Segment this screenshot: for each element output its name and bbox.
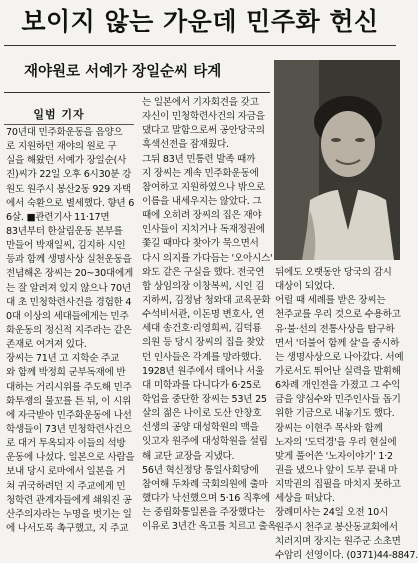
article-line: 대하는 거리시위를 주도해 민주 [6, 381, 132, 393]
article-line: 원주시 천주교 봉산동교회에서 [275, 521, 398, 533]
article-line: 에서 숙환으로 별세했다. 향년 6 [6, 197, 135, 209]
article-line: 보내 당시 로마에서 일본을 거 [6, 466, 126, 478]
article-line: 로 대거 투옥되자 이들의 석방 [6, 438, 126, 450]
article-line: 등과 함께 생명사상 실천운동을 [6, 254, 132, 266]
article-line: 는 잘 알려져 있지 않으나 70년 [6, 282, 131, 294]
article-line: 쫓길 때마다 찾아가 묵으면서 [142, 238, 259, 250]
article-line: 는 일본에서 기자회견을 갖고 [142, 97, 259, 108]
portrait-illustration [274, 60, 400, 260]
article-line: 는 생명사상으로 나아갔다. 서예 [275, 351, 404, 363]
article-line: 지하씨, 김정남 청와대 교육문화 [142, 294, 271, 306]
article-line: 지막권의 집필을 마치지 못하고 [275, 479, 401, 491]
article-line: 학업을 중단한 장씨는 53년 25 [142, 393, 267, 405]
headline: 보이지 않는 가운데 민주화 헌신 [21, 7, 379, 36]
article-line: 지 장씨는 계속 민주화운동에 [142, 167, 259, 179]
article-line: 잇고자 원주에 대성학원을 설립 [142, 436, 268, 448]
article-line: 70년대 민주화운동을 음양으 [6, 127, 123, 138]
article-line: 쳐 귀국하려던 지 주교에게 민 [6, 480, 126, 492]
article-line: 화운동의 정신적 지주라는 같은 [6, 324, 132, 336]
article-line: 이유로 3년간 옥고를 치르고 출옥 [142, 521, 277, 533]
article-line: 대 초 민청학련사건을 경험한 4 [6, 296, 132, 308]
article-line: 의원 등 당시 장씨의 집을 찾았 [142, 337, 265, 349]
subhead-rule [4, 92, 270, 93]
article-line: 던 인사들은 각계를 망라했다. [142, 351, 262, 363]
article-line: 원도 원주시 봉산2동 929 자택 [6, 183, 131, 195]
article-line: 6살. ■관련기사 11·17면 [6, 211, 110, 223]
article-line: 어릴 때 세례를 받은 장씨는 [275, 295, 386, 307]
article-line: 금을 양심수와 민주인사들 돕기 [275, 394, 401, 406]
article-line: 실을 해왔던 서예가 장일순(사 [6, 155, 127, 167]
article-line: 는 중립화통일론을 주장했다는 [142, 507, 265, 519]
article-line: 이름을 내세우지는 않았다. 그 [142, 195, 262, 207]
byline: 일범 기자 [33, 108, 85, 121]
article-line: 해 교단 교장을 지냈다. [142, 450, 235, 462]
article-line: 1928년 원주에서 태어나 서울 [142, 365, 264, 377]
article-line: 56년 혁신정당 통일사회당에 [142, 464, 259, 476]
article-line: 참여하고 지원하였으나 밖으로 [142, 181, 265, 193]
article-line: 장씨는 71년 고 지학순 주교 [6, 353, 120, 365]
article-line: 만들어 박재일씨, 김지하 시인 [6, 240, 126, 252]
byline-rule [4, 124, 134, 125]
article-line: 뒤에도 오랫동안 당국의 감시 [275, 267, 392, 278]
headline-rule [4, 45, 396, 46]
article-line: 진)씨가 22일 오후 6시30분 강 [6, 169, 132, 181]
article-line: 대 미학과를 다니다가 6·25로 [142, 379, 261, 391]
article-line: 장례미사는 24일 오전 10시 [275, 507, 388, 519]
article-line: 운동에 나섰다. 일본으로 사람을 [6, 452, 135, 464]
article-line: 노자의 '도덕경'을 우리 현실에 [275, 436, 397, 448]
article-column-2 [142, 96, 277, 534]
article-line: 에 나서도록 촉구했고, 지 주교 [6, 522, 129, 534]
article-line: 대상이 되었다. [275, 281, 335, 293]
article-line: 가로서도 뛰어난 실력을 발휘해 [275, 365, 401, 377]
article-line: 유·불·선의 전통사상을 탐구하 [275, 323, 395, 335]
subheadline: 재야원로 서예가 장일순씨 타계 [24, 64, 222, 80]
article-line: 권을 냈으나 앞이 도부 끝내 마 [275, 464, 398, 476]
article-line: 합 상임의장 이창복씨, 시인 김 [142, 280, 265, 292]
article-line: 와도 같은 구실을 했다. 전국연 [142, 266, 265, 278]
article-line: 산주의자라는 누명을 벗기는 일 [6, 508, 132, 520]
article-line: 0대 이상의 세대들에게는 민주 [6, 310, 129, 322]
article-line: 청학련 관계자들에게 쇄워진 공 [6, 494, 132, 506]
article-line: 6차례 개인전을 가졌고 그 수익 [275, 380, 401, 392]
article-line: 선생의 공양 대성학원의 맥을 [142, 422, 259, 434]
article-line: 살의 젊은 나이로 도산 안창호 [142, 408, 262, 420]
article-line: 그뒤 83년 민통련 발족 때까 [142, 153, 256, 165]
article-line: 학생들이 73년 민청학련사건으 [6, 423, 132, 435]
article-line: 에 자극받아 민주화운동에 나선 [6, 409, 132, 421]
article-line: 자신이 민청학련사건의 자금을 [142, 111, 265, 123]
article-line: 참여해 두차례 국회의원에 출마 [142, 478, 268, 490]
article-line: 다시 의지를 가다듬는 '오아시스' [142, 252, 273, 264]
article-line: 맞게 풀어쓴 '노자이야기' 1·2 [275, 450, 393, 462]
article-column-1 [6, 126, 138, 536]
article-line: 천주교를 우리 것으로 수용하고 [275, 309, 401, 321]
article-line: 인사들이 지치거나 독재정권에 [142, 224, 265, 236]
article-line: 면서 '더불어 함께 살'을 중시하 [275, 337, 400, 349]
article-line: 화투쟁의 물꼬를 튼 뒤, 이 시위 [6, 395, 132, 407]
article-line: 수암리 선영이다. (0371)44-8847. [275, 549, 418, 561]
article-column-3 [275, 266, 418, 563]
article-line: 위한 기금으로 내놓기도 했다. [275, 408, 395, 420]
article-line: 때에 오히려 장씨의 집은 재야 [142, 210, 262, 222]
article-line: 존재로 여겨져 있다. [6, 339, 87, 351]
article-line: 장씨는 이현주 목사와 함께 [275, 422, 383, 434]
article-line: 전념해온 장씨는 20~30대에게 [6, 268, 133, 280]
article-line: 83년부터 한살림운동 본부를 [6, 225, 123, 237]
article-line: 세대 송건호·리영희씨, 김덕룡 [142, 323, 262, 335]
article-line: 로 지원하던 재야의 원로 구 [6, 141, 117, 153]
article-line: 댔다고 말함으로써 공안당국의 [142, 125, 265, 137]
article-line: 치러지며 장지는 원주군 소초면 [275, 535, 401, 547]
article-line: 흑색선전을 잠재웠다. [142, 139, 229, 151]
portrait-photo [274, 60, 400, 260]
article-line: 수석비서관, 이돈명 변호사, 연 [142, 309, 265, 321]
article-line: 와 함께 박정희 군부독재에 반 [6, 367, 126, 379]
article-line: 세상을 떠났다. [275, 493, 335, 505]
article-line: 했다가 낙선했으며 5·16 직후에 [142, 492, 270, 504]
